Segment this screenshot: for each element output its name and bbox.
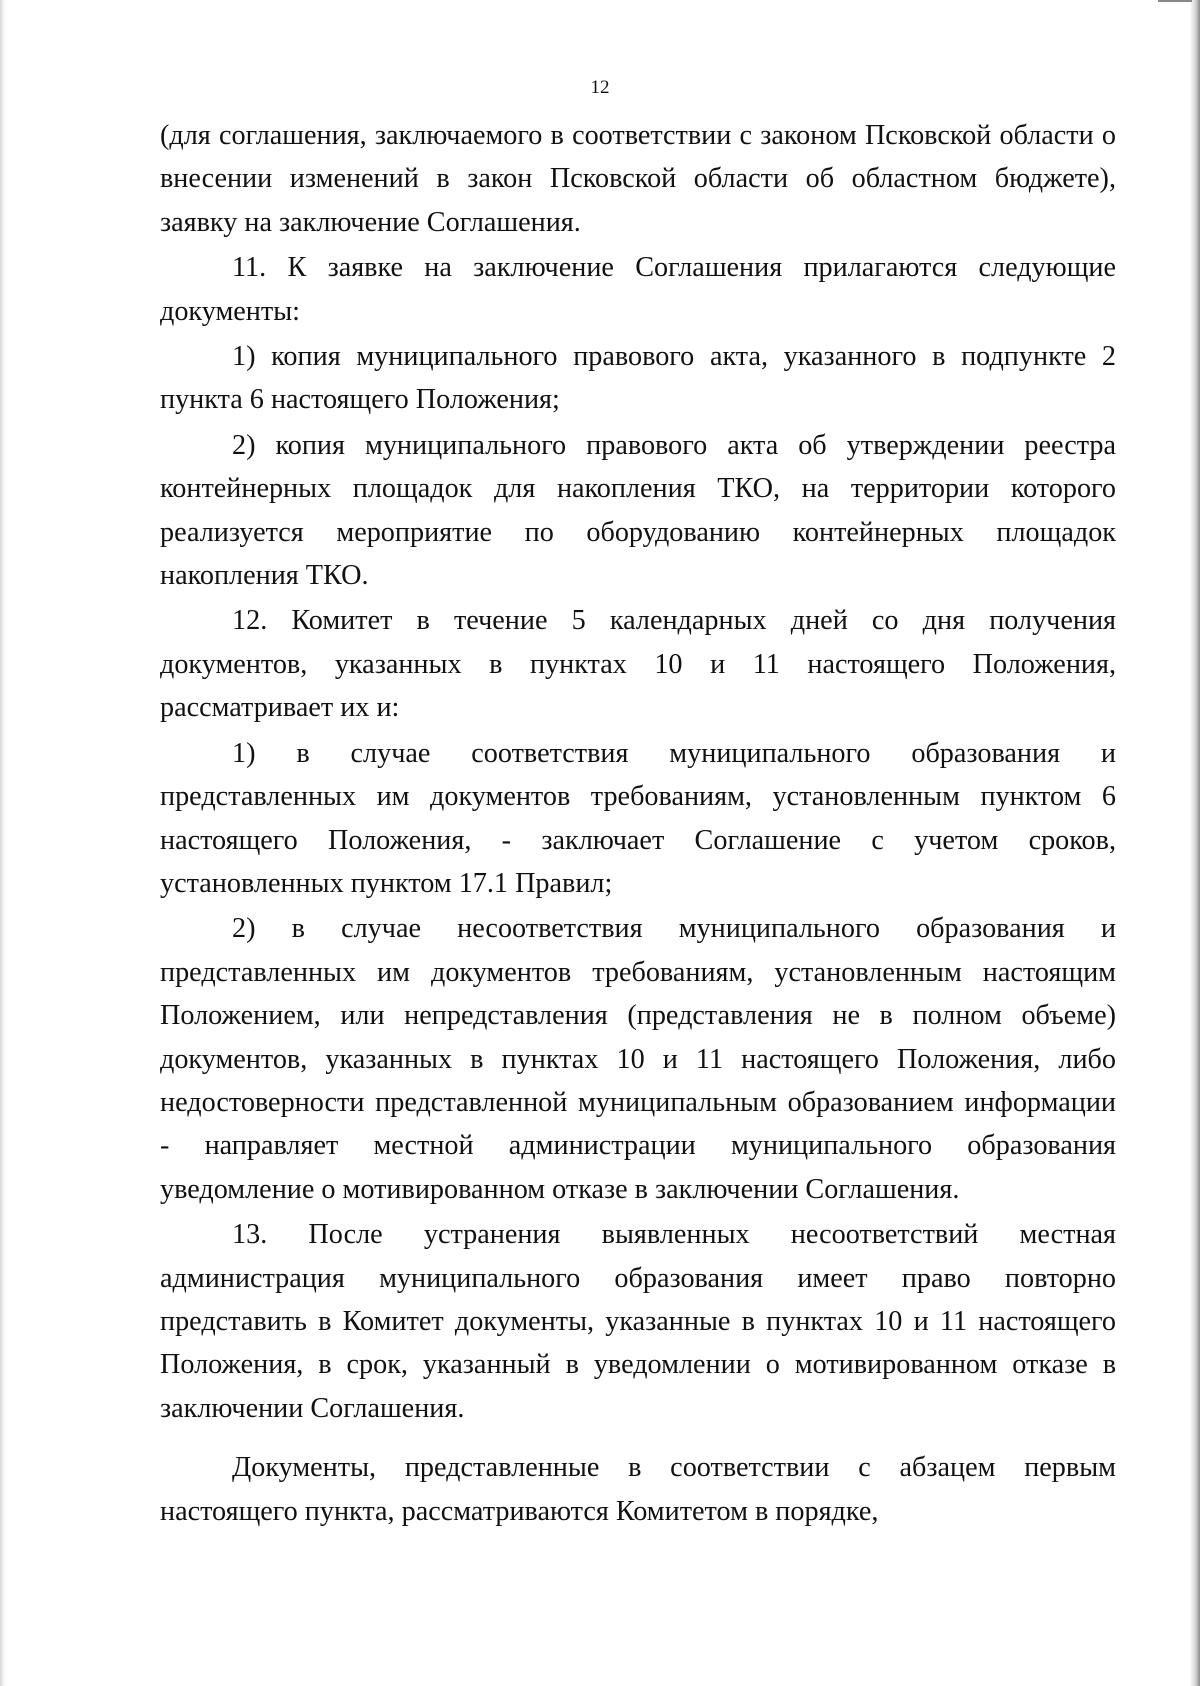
paragraph-item-12: 12. Комитет в течение 5 календарных дней со дня получения документов, указанных в пунктах 10 и 11 настоящего Положения, рассматривает их и: — [160, 605, 1116, 724]
paragraph-item-13-continued: Документы, представленные в соответствии с абзацем первым настоящего пункта, рассматриваются Комитетом в порядке, — [160, 1452, 1116, 1527]
paragraph-item-12-2: 2) в случае несоответствия муниципального образования и представленных им документов требованиям, установленным настоящим Положением, или непредставления (представления не в полном объеме) документов, указанных в пунктах 10 и 11 настоящего Положения, либо недостоверности представленной муниципальным образованием информации - направляет местной администрации муниципального образования уведомление о мотивированном отказе в заключении Соглашения. — [160, 913, 1116, 1205]
document-body — [160, 114, 1116, 1533]
paragraph-item-13: 13. После устранения выявленных несоответствий местная администрация муниципального образования имеет право повторно представить в Комитет документы, указанные в пунктах 10 и 11 настоящего Положения, в срок, указанный в уведомлении о мотивированном отказе в заключении Соглашения. — [160, 1219, 1116, 1424]
paragraph-item-11-1: 1) копия муниципального правового акта, указанного в подпункте 2 пункта 6 настоящего Положения; — [160, 341, 1116, 416]
paragraph-item-11-2: 2) копия муниципального правового акта об утверждении реестра контейнерных площадок для накопления ТКО, на территории которого реализуется мероприятие по оборудованию контейнерных площадок накопления ТКО. — [160, 429, 1116, 592]
scan-edge-top — [1158, 0, 1192, 2]
page-number: 12 — [590, 77, 610, 98]
paragraph-item-12-1: 1) в случае соответствия муниципального образования и представленных им документов требованиям, установленным пунктом 6 настоящего Положения, - заключает Соглашение с учетом сроков, установленных пунктом 17.1 Правил; — [160, 737, 1116, 899]
paragraph-item-11: 11. К заявке на заключение Соглашения прилагаются следующие документы: — [160, 252, 1116, 327]
scan-edge-left — [0, 0, 6, 1686]
paragraph-continuation: (для соглашения, заключаемого в соответствии с законом Псковской области о внесении изменений в закон Псковской области об областном бюджете), заявку на заключение Соглашения. — [160, 120, 1116, 238]
scan-edge-right — [1190, 0, 1200, 1686]
